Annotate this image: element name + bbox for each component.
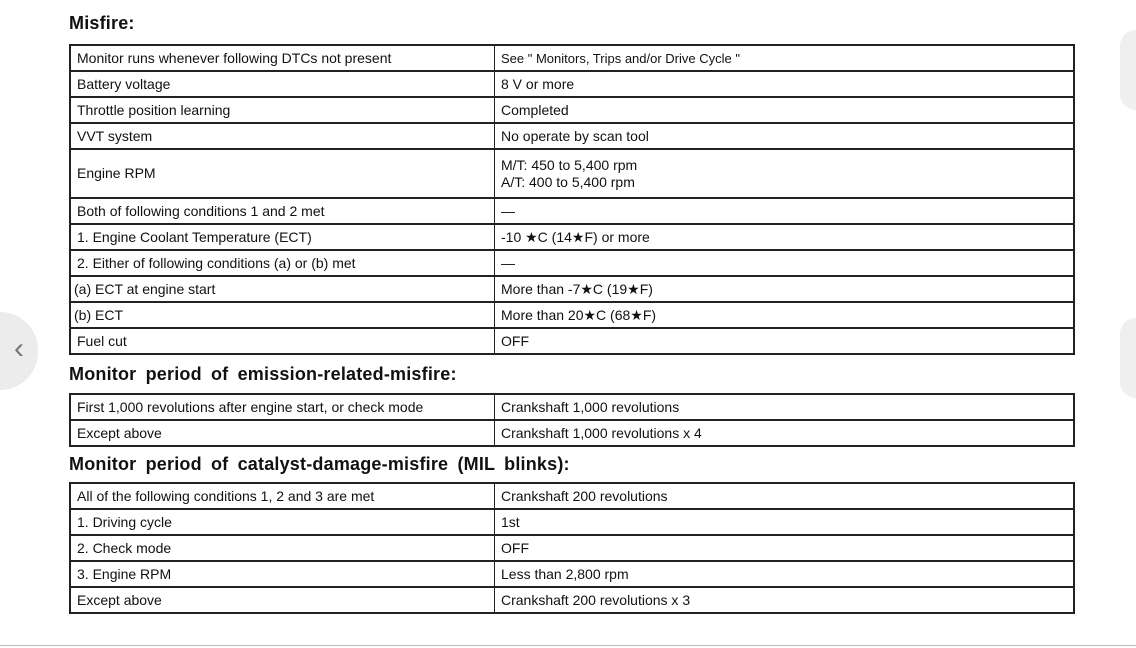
value-cell: 1st — [495, 509, 1075, 535]
value-cell: — — [495, 198, 1075, 224]
table-row — [70, 509, 1074, 535]
condition-cell: Both of following conditions 1 and 2 met — [70, 198, 495, 224]
table-row — [70, 420, 1074, 446]
next-control-top[interactable] — [1120, 30, 1136, 110]
value-line-at: A/T: 400 to 5,400 rpm — [501, 173, 635, 190]
condition-cell: 3. Engine RPM — [70, 561, 495, 587]
condition-cell: (b) ECT — [70, 302, 495, 328]
condition-cell: Battery voltage — [70, 71, 495, 97]
table-row — [70, 535, 1074, 561]
table-row — [70, 224, 1074, 250]
condition-cell: 2. Either of following conditions (a) or (b) met — [70, 250, 495, 276]
value-cell: — — [495, 250, 1075, 276]
condition-cell: Throttle position learning — [70, 97, 495, 123]
condition-cell: 1. Engine Coolant Temperature (ECT) — [70, 224, 495, 250]
value-cell: Crankshaft 1,000 revolutions — [495, 394, 1075, 420]
table-row — [70, 302, 1074, 328]
value-cell: More than 20★C (68★F) — [495, 302, 1075, 328]
table-row — [70, 71, 1074, 97]
table-row — [70, 561, 1074, 587]
table-row — [70, 394, 1074, 420]
value-cell: OFF — [495, 328, 1075, 354]
value-cell: Completed — [495, 97, 1075, 123]
misfire-table — [69, 44, 1075, 355]
table-row — [70, 97, 1074, 123]
table-row — [70, 250, 1074, 276]
value-cell: See " Monitors, Trips and/or Drive Cycle " — [495, 45, 1075, 71]
table-row — [70, 149, 1074, 198]
condition-cell: Fuel cut — [70, 328, 495, 354]
table-row — [70, 276, 1074, 302]
condition-cell: Monitor runs whenever following DTCs not present — [70, 45, 495, 71]
value-cell: No operate by scan tool — [495, 123, 1075, 149]
condition-cell: 1. Driving cycle — [70, 509, 495, 535]
condition-cell: Except above — [70, 587, 495, 613]
previous-page-button[interactable] — [0, 312, 38, 390]
value-line-mt: M/T: 450 to 5,400 rpm — [501, 156, 638, 173]
value-cell: Crankshaft 1,000 revolutions x 4 — [495, 420, 1075, 446]
condition-cell: (a) ECT at engine start — [70, 276, 495, 302]
value-cell: OFF — [495, 535, 1075, 561]
emission-misfire-table — [69, 393, 1075, 447]
divider — [0, 645, 1136, 646]
catalyst-misfire-table — [69, 482, 1075, 614]
next-page-button[interactable] — [1120, 318, 1136, 398]
condition-cell: Engine RPM — [70, 149, 495, 198]
value-cell: More than -7★C (19★F) — [495, 276, 1075, 302]
value-cell: Crankshaft 200 revolutions x 3 — [495, 587, 1075, 613]
section-title-misfire: Misfire: — [69, 13, 135, 33]
table-row — [70, 587, 1074, 613]
condition-cell: First 1,000 revolutions after engine start, or check mode — [70, 394, 495, 420]
condition-cell: Except above — [70, 420, 495, 446]
table-row — [70, 198, 1074, 224]
table-row — [70, 123, 1074, 149]
condition-cell: 2. Check mode — [70, 535, 495, 561]
section-title-catalyst-misfire: Monitor period of catalyst-damage-misfire (MIL blinks): — [69, 454, 570, 474]
condition-cell: All of the following conditions 1, 2 and 3 are met — [70, 483, 495, 509]
value-cell: Less than 2,800 rpm — [495, 561, 1075, 587]
value-cell — [495, 149, 1075, 198]
value-cell: Crankshaft 200 revolutions — [495, 483, 1075, 509]
value-cell: -10 ★C (14★F) or more — [495, 224, 1075, 250]
table-row — [70, 45, 1074, 71]
condition-cell: VVT system — [70, 123, 495, 149]
table-row — [70, 483, 1074, 509]
table-row — [70, 328, 1074, 354]
value-cell: 8 V or more — [495, 71, 1075, 97]
section-title-emission-misfire: Monitor period of emission-related-misfire: — [69, 364, 457, 384]
chevron-left-icon: ‹ — [14, 332, 24, 365]
